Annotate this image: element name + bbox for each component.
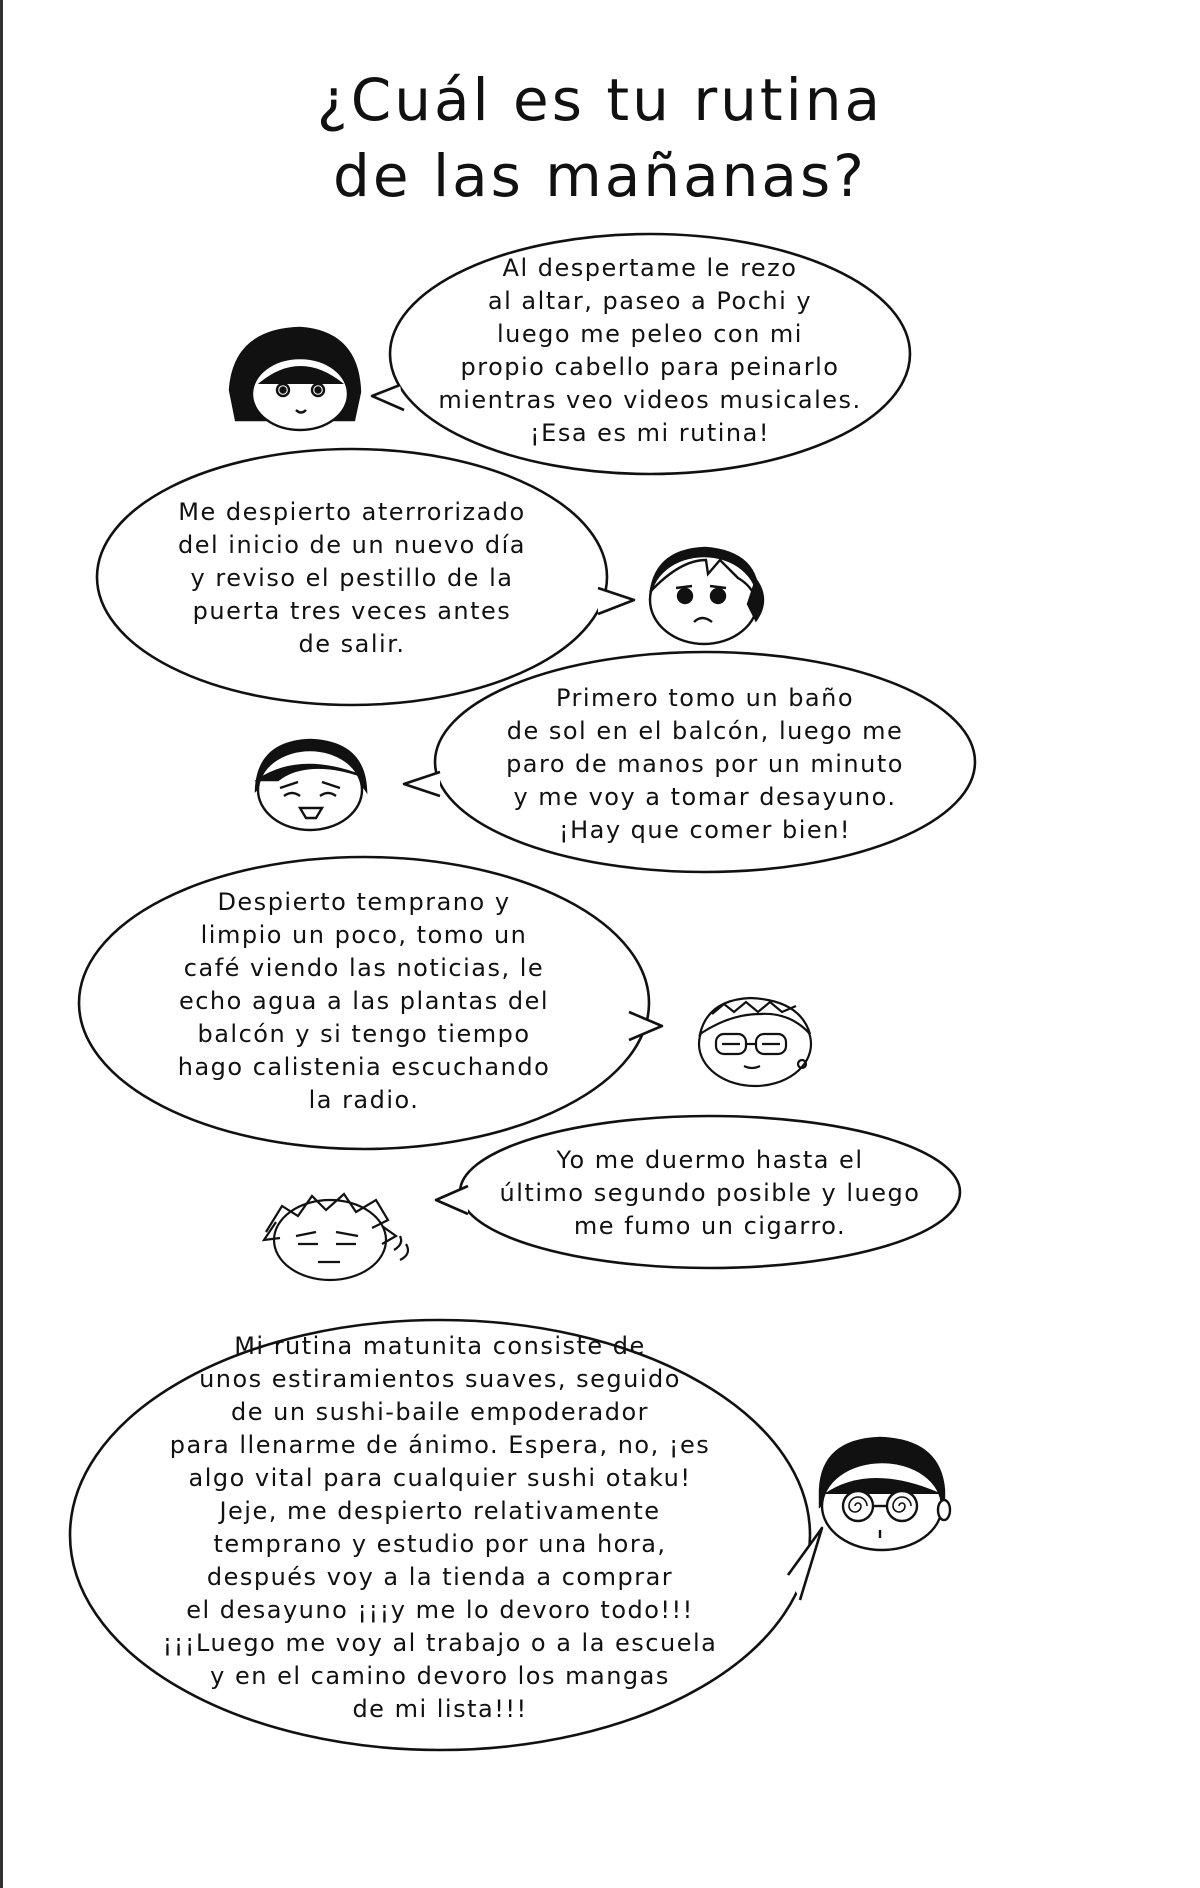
bubble-6-line: para llenarme de ánimo. Espera, no, ¡es [169, 1431, 711, 1459]
bubble-6-line: y en el camino devoro los mangas [210, 1662, 670, 1690]
bubble-1-line: ¡Esa es mi rutina! [530, 419, 770, 447]
bubble-2-line: y reviso el pestillo de la [190, 564, 514, 592]
bubble-text-4 [124, 886, 604, 1117]
bubble-text-5 [478, 1144, 942, 1243]
bubble-3-line: ¡Hay que comer bien! [558, 816, 852, 844]
bubble-3-line: y me voy a tomar desayuno. [513, 783, 897, 811]
bubble-4-line: la radio. [308, 1086, 420, 1114]
title-line-1: ¿Cuál es tu rutina [316, 66, 884, 134]
laughing-boy-face-icon [256, 740, 366, 830]
bubble-text-6 [112, 1330, 768, 1726]
bubble-4-line: echo agua a las plantas del [178, 987, 550, 1015]
bubble-6-line: el desayuno ¡¡¡y me lo devoro todo!!! [186, 1596, 694, 1624]
title-line-2: de las mañanas? [333, 142, 867, 210]
bubble-5-line: último segundo posible y luego [499, 1179, 921, 1207]
bubble-2-line: de salir. [298, 630, 406, 658]
bubble-6-line: Mi rutina matunita consiste de [234, 1332, 646, 1360]
bubble-6-line: de mi lista!!! [352, 1695, 528, 1723]
bubble-4-line: limpio un poco, tomo un [200, 921, 528, 949]
bubble-3-line: Primero tomo un baño [555, 684, 855, 712]
glasses-man-face-icon [699, 998, 811, 1086]
bubble-1-line: Al despertame le rezo [502, 254, 798, 282]
bubble-4-line: café viendo las noticias, le [183, 954, 545, 982]
scared-boy-face-icon [650, 548, 763, 644]
bubble-4-line: hago calistenia escuchando [177, 1053, 551, 1081]
bubble-5-line: me fumo un cigarro. [573, 1212, 847, 1240]
girl-face-icon [230, 328, 360, 430]
bubble-6-line: después voy a la tienda a comprar [206, 1563, 674, 1591]
bubble-3-line: paro de manos por un minuto [506, 750, 904, 778]
bubble-2-line: del inicio de un nuevo día [177, 531, 526, 559]
bubble-6-line: algo vital para cualquier sushi otaku! [188, 1464, 692, 1492]
bubble-1-line: luego me peleo con mi [497, 320, 803, 348]
bubble-4-line: balcón y si tengo tiempo [197, 1020, 531, 1048]
bubble-2-line: puerta tres veces antes [192, 597, 512, 625]
bubble-text-2 [132, 496, 572, 661]
bubble-6-line: temprano y estudio por una hora, [213, 1530, 667, 1558]
sleepy-messy-hair-face-icon [264, 1194, 408, 1280]
bubble-6-line: de un sushi-baile empoderador [230, 1398, 650, 1426]
bubble-1-line: propio cabello para peinarlo [460, 353, 840, 381]
spiral-glasses-otaku-face-icon [820, 1438, 950, 1550]
bubble-2-line: Me despierto aterrorizado [178, 498, 526, 526]
bubble-5-line: Yo me duermo hasta el [556, 1146, 864, 1174]
bubble-text-3 [470, 682, 940, 847]
bubble-6-line: ¡¡¡Luego me voy al trabajo o a la escuela [162, 1629, 718, 1657]
bubble-1-line: al altar, paseo a Pochi y [487, 287, 813, 315]
bubble-text-1 [410, 252, 890, 450]
bubble-6-line: Jeje, me despierto relativamente [219, 1497, 661, 1525]
bubble-4-line: Despierto temprano y [217, 888, 511, 916]
bubble-1-line: mientras veo videos musicales. [438, 386, 862, 414]
bubble-6-line: unos estiramientos suaves, seguido [199, 1365, 681, 1393]
bubble-3-line: de sol en el balcón, luego me [506, 717, 904, 745]
